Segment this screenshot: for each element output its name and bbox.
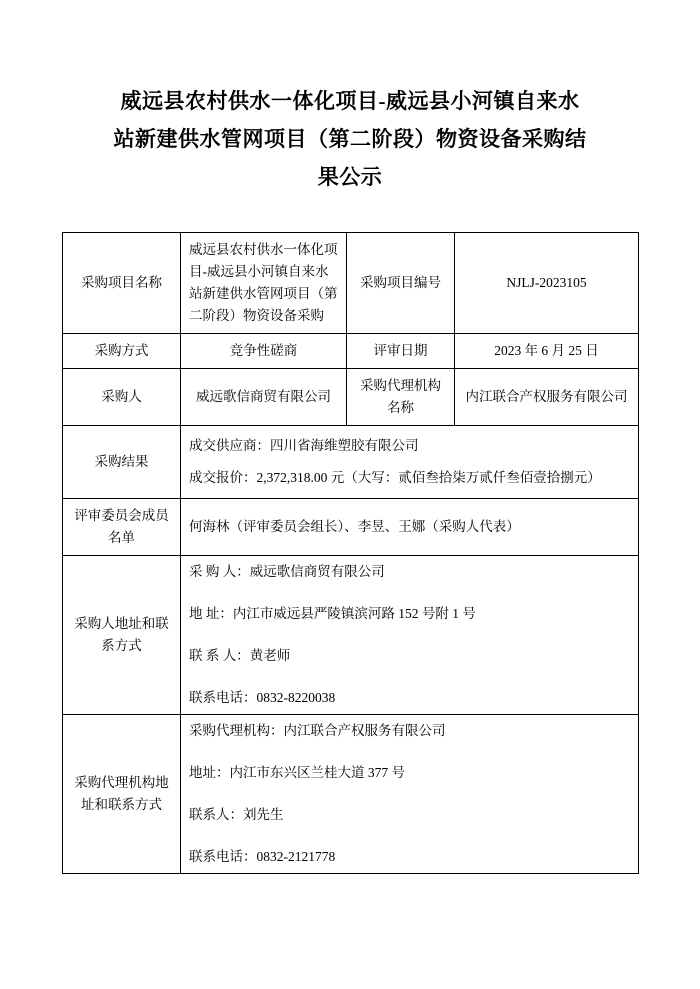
- table-row: [63, 426, 639, 499]
- row-value-purchase-method: 竞争性磋商: [181, 334, 347, 369]
- contact-line: [189, 646, 630, 666]
- contact-key: 联 系 人：: [189, 648, 250, 663]
- table-row: [63, 715, 639, 874]
- contact-value: 内江联合产权服务有限公司: [283, 723, 446, 738]
- contact-line: [189, 763, 630, 783]
- contact-line: [189, 721, 630, 741]
- announcement-table: [62, 232, 639, 874]
- contact-line: [189, 562, 630, 582]
- contact-key: 采 购 人：: [189, 564, 250, 579]
- contact-value: 刘先生: [243, 807, 284, 822]
- contact-key: 地 址：: [189, 606, 233, 621]
- row-value-agency-contact: [181, 715, 639, 874]
- result-price-line: 成交报价：2,372,318.00 元（大写：贰佰叁拾柒万贰仟叁佰壹拾捌元）: [189, 470, 601, 485]
- row-value-project-number: NJLJ-2023105: [455, 233, 639, 334]
- contact-key: 联系人：: [189, 807, 243, 822]
- row-value-purchaser: 威远歌信商贸有限公司: [181, 369, 347, 426]
- contact-line: [189, 847, 630, 867]
- table-row: [63, 499, 639, 556]
- row-label-purchaser: 采购人: [63, 369, 181, 426]
- row-label-purchaser-contact: 采购人地址和联系方式: [63, 556, 181, 715]
- contact-value: 内江市东兴区兰桂大道 377 号: [229, 765, 405, 780]
- row-label-project-name: 采购项目名称: [63, 233, 181, 334]
- contact-value: 黄老师: [249, 648, 291, 663]
- contact-key: 地址：: [189, 765, 230, 780]
- row-label-purchase-method: 采购方式: [63, 334, 181, 369]
- row-label-agency-name: 采购代理机构名称: [347, 369, 455, 426]
- row-value-committee: 何海林（评审委员会组长）、李昱、王娜（采购人代表）: [181, 499, 639, 556]
- row-label-project-number: 采购项目编号: [347, 233, 455, 334]
- result-supplier-line: 成交供应商：四川省海维塑胶有限公司: [189, 438, 419, 453]
- table-row: [63, 556, 639, 715]
- contact-line: [189, 805, 630, 825]
- row-value-purchaser-contact: [181, 556, 639, 715]
- contact-key: 联系电话：: [189, 849, 257, 864]
- row-value-agency-name: 内江联合产权服务有限公司: [455, 369, 639, 426]
- contact-value: 0832-8220038: [256, 690, 336, 705]
- row-value-result: [181, 426, 639, 499]
- contact-value: 0832-2121778: [256, 849, 336, 864]
- contact-line: [189, 688, 630, 708]
- row-value-review-date: 2023 年 6 月 25 日: [455, 334, 639, 369]
- row-value-project-name: 威远县农村供水一体化项目-威远县小河镇自来水站新建供水管网项目（第二阶段）物资设备采购: [181, 233, 347, 334]
- table-row: [63, 233, 639, 334]
- announcement-table-wrapper: [62, 232, 638, 874]
- table-row: [63, 369, 639, 426]
- row-label-review-date: 评审日期: [347, 334, 455, 369]
- contact-value: 威远歌信商贸有限公司: [249, 564, 385, 579]
- contact-line: [189, 604, 630, 624]
- page-title: 威远县农村供水一体化项目-威远县小河镇自来水站新建供水管网项目（第二阶段）物资设备采购结果公示: [113, 89, 587, 189]
- row-label-committee: 评审委员会成员名单: [63, 499, 181, 556]
- contact-key: 联系电话：: [189, 690, 257, 705]
- row-label-result: 采购结果: [63, 426, 181, 499]
- table-row: [63, 334, 639, 369]
- row-label-agency-contact: 采购代理机构地址和联系方式: [63, 715, 181, 874]
- contact-key: 采购代理机构：: [189, 723, 284, 738]
- contact-value: 内江市威远县严陵镇滨河路 152 号附 1 号: [232, 606, 476, 621]
